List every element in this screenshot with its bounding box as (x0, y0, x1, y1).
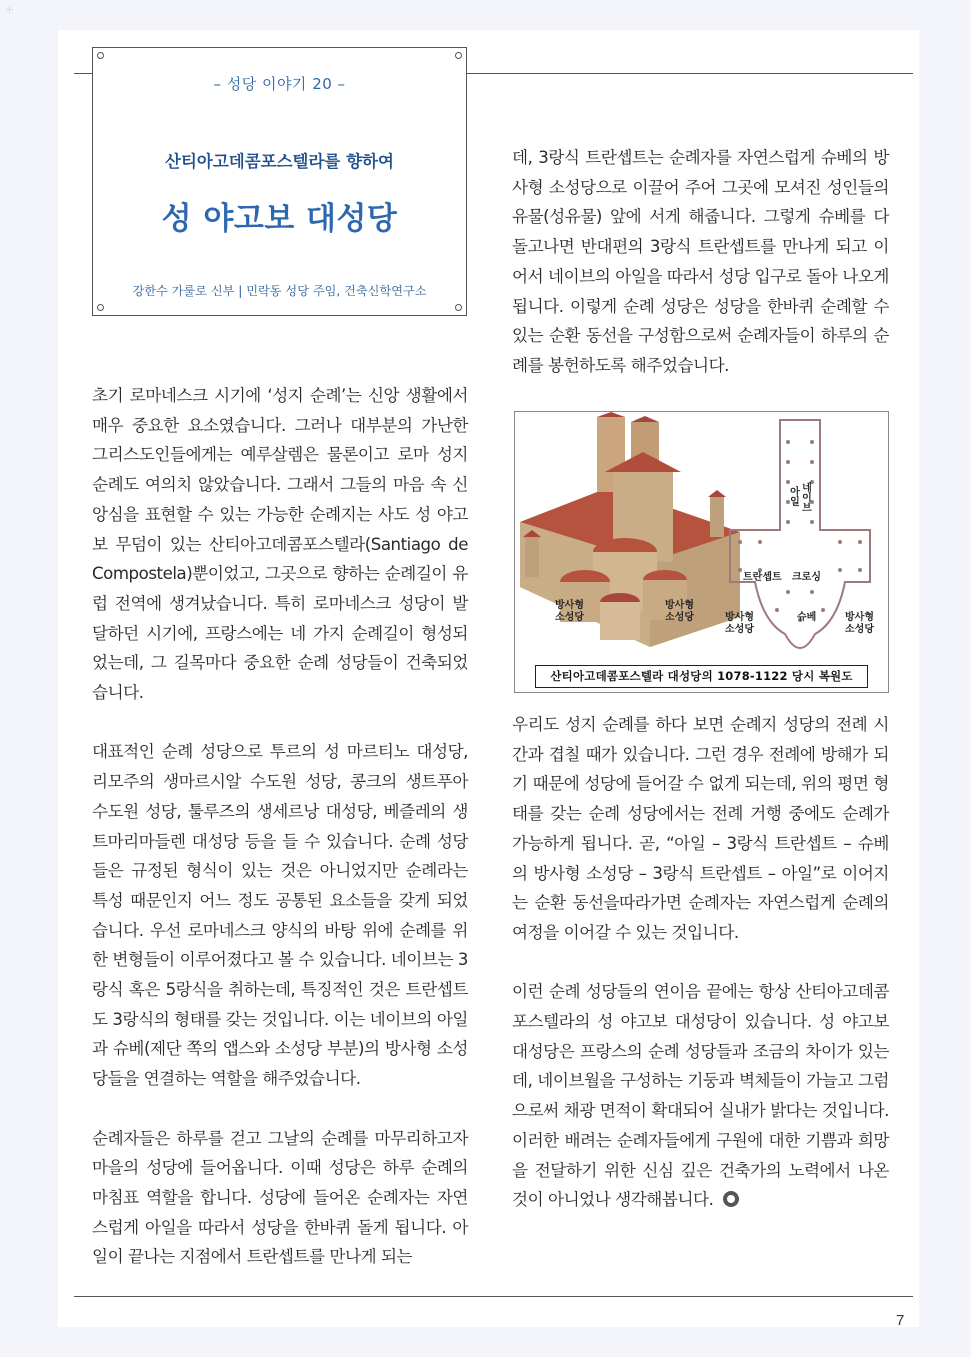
corner-ornament (455, 304, 462, 311)
article-title: 성 야고보 대성당 (161, 201, 398, 237)
label-small-chapel-plan-right: 소성당 (845, 624, 874, 635)
label-small-chapel-mid: 소성당 (665, 612, 694, 623)
cathedral-figure (514, 411, 889, 693)
author-line: 강한수 가룰로 신부 | 민락동 성당 주임, 건축신학연구소 (132, 284, 427, 298)
bottom-rule (74, 1296, 913, 1297)
label-small-chapel-left: 소성당 (555, 612, 584, 623)
page-number: 7 (896, 1312, 905, 1329)
label-transept: 트란셉트 (743, 572, 782, 583)
label-nave: 네이브 (799, 482, 811, 512)
paragraph: 초기 로마네스크 시기에 ‘성지 순례’는 신앙 생활에서 매우 중요한 요소였습니다. 그러나 대부분의 가난한 그리스도인들에게는 예루살렘은 물론이고 로마 성지 순례도 여의치 않았습니다. 그래서 그들의 마음 속 신앙심을 표현할 수 있는 가능한 순례지는 사도 성 야고보 무덤이 있는 산티아고데콤포스텔라(Santiago de Compostela)뿐이었고, 그곳으로 향하는 순례길이 유럽 전역에 생겨났습니다. 특히 로마네스크 성당이 발달하던 시기에, 프랑스에는 네 가지 순례길이 형성되었는데, 그 길목마다 중요한 순례 성당들이 건축되었습니다. (92, 386, 468, 703)
label-radial-chapel-left: 방사형 (555, 600, 584, 611)
label-radial-chapel-mid: 방사형 (665, 600, 694, 611)
paragraph: 우리도 성지 순례를 하다 보면 순례지 성당의 전례 시간과 겹칠 때가 있습니다. 그런 경우 전례에 방해가 되기 때문에 성당에 들어갈 수 없게 되는데, 위의 평면 형태를 갖는 순례 성당에서는 전례 거행 중에도 순례가 가능하게 됩니다. 곧, “아일 – 3랑식 트란셉트 – 슈베의 방사형 소성당 – 3랑식 트란셉트 – 아일”로 이어지는 순환 동선을따라가면 순례자는 자연스럽게 순례의 여정을 이어갈 수 있는 것입니다. (512, 715, 889, 942)
end-mark-icon (723, 1191, 739, 1207)
label-crossing: 크로싱 (792, 572, 821, 583)
corner-ornament (455, 52, 462, 59)
label-radial-chapel-plan-left: 방사형 (725, 612, 754, 623)
right-column-top (512, 143, 889, 381)
paragraph: 데, 3랑식 트란셉트는 순례자를 자연스럽게 슈베의 방사형 소성당으로 이끌어 주어 그곳에 모셔진 성인들의 유물(성유물) 앞에 서게 해줍니다. 그렇게 슈베를 다 돌고나면 반대편의 3랑식 트란셉트를 만나게 되고 이어서 네이브의 아일을 따라서 성당 입구로 돌아 나오게 됩니다. 이렇게 순례 성당은 성당을 한바퀴 순례할 수 있는 순환 동선을 구성함으로써 순례자들이 하루의 순례를 봉헌하도록 해주었습니다. (512, 148, 889, 375)
series-label: – 성당 이야기 20 – (213, 75, 346, 93)
title-box (92, 47, 467, 316)
paragraph: 순례자들은 하루를 걷고 그날의 순례를 마무리하고자 마을의 성당에 들어옵니다. 이때 성당은 하루 순례의 마침표 역할을 합니다. 성당에 들어온 순례자는 자연스럽게 아일을 따라서 성당을 한바퀴 돌게 됩니다. 아일이 끝나는 지점에서 트란셉트를 만나게 되는 (92, 1128, 468, 1267)
cathedral-model (520, 412, 740, 647)
label-radial-chapel-plan-right: 방사형 (845, 612, 874, 623)
label-aisle: 아일 (787, 486, 799, 506)
left-column (92, 381, 468, 1272)
figure-caption: 산티아고데콤포스텔라 대성당의 1078-1122 당시 복원도 (535, 665, 868, 688)
cathedral-illustration (515, 412, 888, 662)
corner-ornament (97, 304, 104, 311)
paragraph: 대표적인 순례 성당으로 투르의 성 마르티노 대성당, 리모주의 생마르시알 수도원 성당, 콩크의 생트푸아 수도원 성당, 툴루즈의 생세르낭 대성당, 베즐레의 생트마리마들렌 대성당 등을 들 수 있습니다. 순례 성당들은 규정된 형식이 있는 것은 아니었지만 순례라는 특성 때문인지 어느 정도 공통된 요소들을 갖게 되었습니다. 우선 로마네스크 양식의 바탕 위에 순례를 위한 변형들이 이루어졌다고 볼 수 있습니다. 네이브는 3랑식 혹은 5랑식을 취하는데, 특징적인 것은 트란셉트도 3랑식의 형태를 갖는 것입니다. 이는 네이브의 아일과 슈베(제단 쪽의 앱스와 소성당 부분)의 방사형 소성당들을 연결하는 역할을 해주었습니다. (92, 742, 468, 1089)
article-subtitle: 산티아고데콤포스텔라를 향하여 (165, 152, 394, 171)
label-small-chapel-plan-left: 소성당 (725, 624, 754, 635)
label-chevet: 슈베 (797, 612, 817, 623)
paragraph: 이런 순례 성당들의 연이음 끝에는 항상 산티아고데콤포스텔라의 성 야고보 대성당이 있습니다. 성 야고보 대성당은 프랑스의 순례 성당들과 조금의 차이가 있는데, 네이브월을 구성하는 기둥과 벽체들이 가늘고 그럼으로써 채광 면적이 확대되어 실내가 밝다는 것입니다. 이러한 배려는 순례자들에게 구원에 대한 기쁨과 희망을 전달하기 위한 신심 깊은 건축가의 노력에서 나온 것이 아니었나 생각해봅니다. (512, 982, 889, 1210)
right-column-bottom (512, 710, 889, 1215)
corner-ornament (97, 52, 104, 59)
